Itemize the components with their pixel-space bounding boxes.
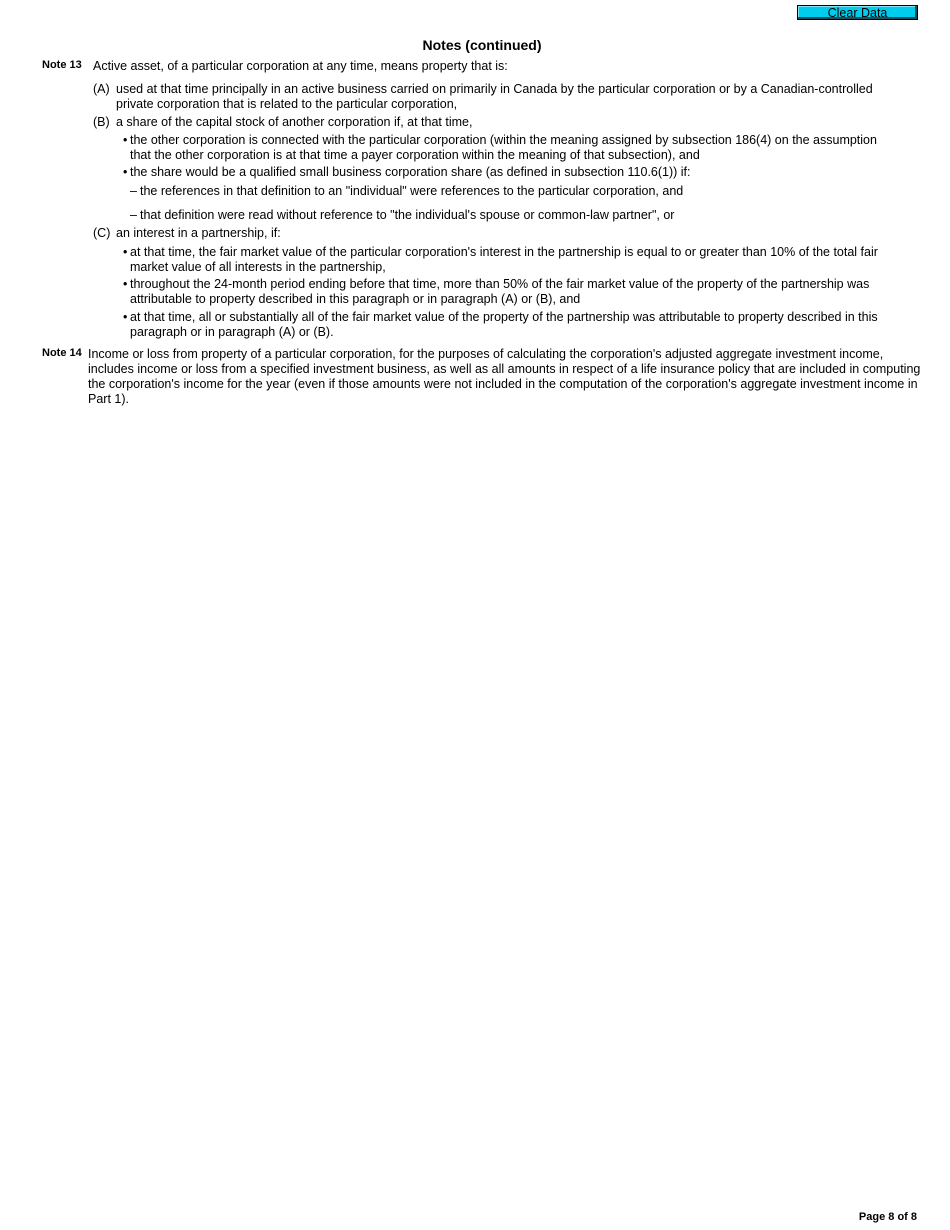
bullet-symbol: • — [123, 277, 128, 291]
dash-symbol: – — [130, 208, 137, 222]
paragraph-b-dash-1: the references in that definition to an "individual" were references to the particular corporation, and — [140, 184, 684, 198]
dash-symbol: – — [130, 184, 137, 198]
paragraph-c-letter: (C) — [93, 226, 111, 240]
paragraph-c-bullet-1-line-1: at that time, the fair market value of the particular corporation's interest in the partnership is equal to or greater than 10% of the total fair — [130, 245, 878, 259]
paragraph-b-letter: (B) — [93, 115, 110, 129]
note-13-intro: Active asset, of a particular corporation at any time, means property that is: — [93, 59, 508, 73]
bullet-symbol: • — [123, 165, 128, 179]
clear-data-button[interactable]: Clear Data — [797, 5, 918, 20]
paragraph-b-dash-2: that definition were read without reference to "the individual's spouse or common-law partner", or — [140, 208, 675, 222]
note-14-line-3: the corporation's income for the year (even if those amounts were not included in the computation of the corporation's aggregate investment income in — [88, 377, 918, 391]
paragraph-c-bullet-2-line-1: throughout the 24-month period ending before that time, more than 50% of the fair market value of the property of the partnership was — [130, 277, 870, 291]
page-title: Notes (continued) — [422, 37, 542, 53]
paragraph-c-bullet-3-line-2: paragraph or in paragraph (A) or (B). — [130, 325, 334, 339]
paragraph-b-bullet-1-line-1: the other corporation is connected with the particular corporation (within the meaning assigned by subsection 186(4) on the assumption — [130, 133, 877, 147]
bullet-symbol: • — [123, 133, 128, 147]
note-14-line-4: Part 1). — [88, 392, 129, 406]
paragraph-a-line-2: private corporation that is related to the particular corporation, — [116, 97, 458, 111]
paragraph-a-line-1: used at that time principally in an active business carried on primarily in Canada by the particular corporation or by a Canadian-controlled — [116, 82, 873, 96]
note-13-label: Note 13 — [42, 59, 82, 71]
paragraph-c-bullet-1-line-2: market value of all interests in the partnership, — [130, 260, 386, 274]
paragraph-c-bullet-2-line-2: attributable to property described in this paragraph or in paragraph (A) or (B), and — [130, 292, 581, 306]
paragraph-b-bullet-2: the share would be a qualified small business corporation share (as defined in subsection 110.6(1)) if: — [130, 165, 691, 179]
paragraph-c-bullet-3-line-1: at that time, all or substantially all of the fair market value of the property of the partnership was attributable to property described in this — [130, 310, 878, 324]
paragraph-c-text: an interest in a partnership, if: — [116, 226, 281, 240]
note-14-line-2: includes income or loss from a specified investment business, as well as all amounts in respect of a life insurance policy that are included in computing — [88, 362, 921, 376]
bullet-symbol: • — [123, 310, 128, 324]
note-14-label: Note 14 — [42, 347, 82, 359]
bullet-symbol: • — [123, 245, 128, 259]
paragraph-a-letter: (A) — [93, 82, 110, 96]
paragraph-b-text: a share of the capital stock of another corporation if, at that time, — [116, 115, 473, 129]
paragraph-b-bullet-1-line-2: that the other corporation is at that time a payer corporation within the meaning of that subsection), and — [130, 148, 700, 162]
page-number: Page 8 of 8 — [858, 1211, 917, 1223]
note-14-line-1: Income or loss from property of a particular corporation, for the purposes of calculating the corporation's adjusted aggregate investment income, — [88, 347, 884, 361]
